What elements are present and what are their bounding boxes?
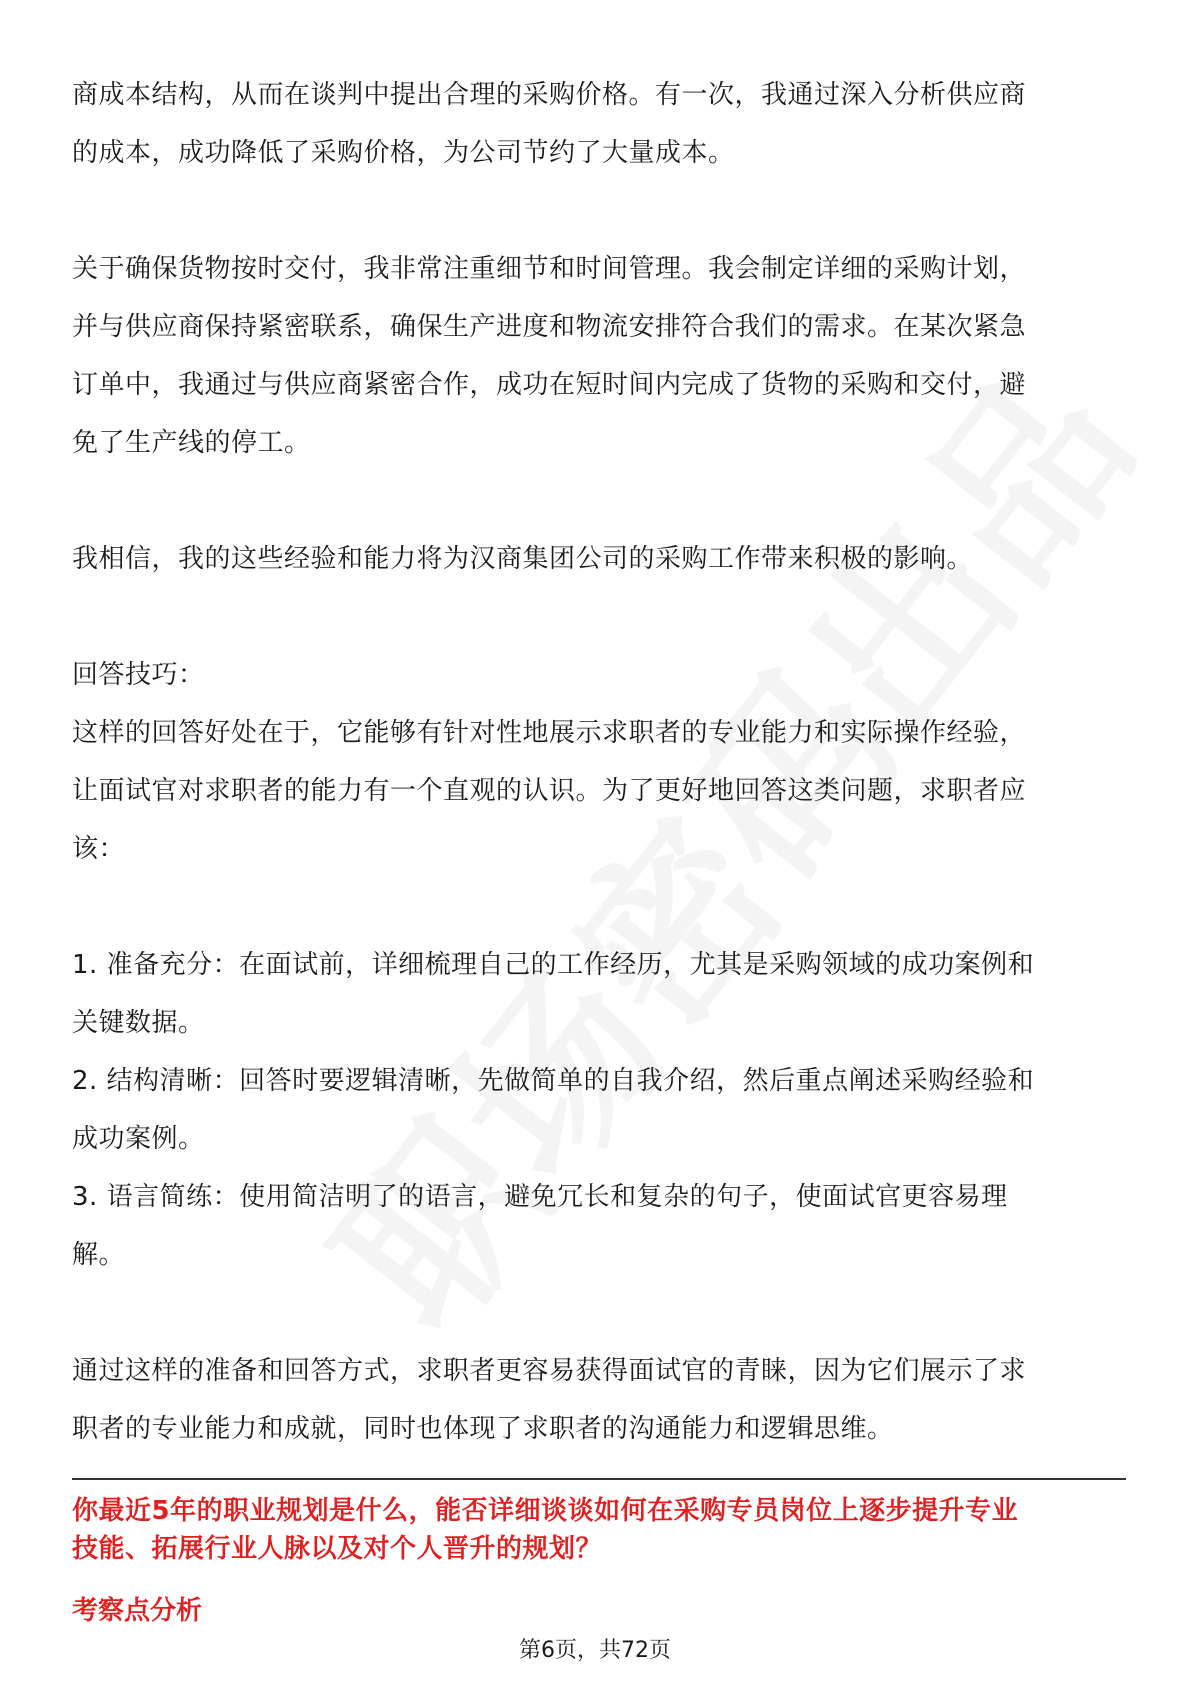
tips-heading: 回答技巧： (72, 660, 205, 690)
paragraph-line: 商成本结构，从而在谈判中提出合理的采购价格。有一次，我通过深入分析供应商 (72, 80, 1027, 110)
paragraph-line: 并与供应商保持紧密联系，确保生产进度和物流安排符合我们的需求。在某次紧急 (72, 312, 1027, 342)
body-content (72, 66, 1122, 1458)
question-line: 你最近5年的职业规划是什么，能否详细谈谈如何在采购专员岗位上逐步提升专业 (72, 1496, 1019, 1526)
paragraph-line: 免了生产线的停工。 (72, 428, 311, 458)
list-item-continuation: 成功案例。 (72, 1124, 205, 1154)
paragraph-line: 的成本，成功降低了采购价格，为公司节约了大量成本。 (72, 138, 735, 168)
list-item: 2. 结构清晰：回答时要逻辑清晰，先做简单的自我介绍，然后重点阐述采购经验和 (72, 1066, 1035, 1096)
list-item-continuation: 关键数据。 (72, 1008, 205, 1038)
paragraph-line: 订单中，我通过与供应商紧密合作，成功在短时间内完成了货物的采购和交付，避 (72, 370, 1027, 400)
interview-question (72, 1492, 1126, 1568)
list-item: 3. 语言简练：使用简洁明了的语言，避免冗长和复杂的句子，使面试官更容易理 (72, 1182, 1008, 1212)
paragraph-line: 让面试官对求职者的能力有一个直观的认识。为了更好地回答这类问题，求职者应 (72, 776, 1027, 806)
paragraph-line: 职者的专业能力和成就，同时也体现了求职者的沟通能力和逻辑思维。 (72, 1414, 894, 1444)
paragraph-line: 这样的回答好处在于，它能够有针对性地展示求职者的专业能力和实际操作经验， (72, 718, 1027, 748)
paragraph-line: 关于确保货物按时交付，我非常注重细节和时间管理。我会制定详细的采购计划， (72, 254, 1027, 284)
paragraph-line: 我相信，我的这些经验和能力将为汉商集团公司的采购工作带来积极的影响。 (72, 544, 974, 574)
question-line: 技能、拓展行业人脉以及对个人晋升的规划？ (72, 1534, 603, 1564)
paragraph-line: 该： (72, 834, 126, 864)
section-divider (72, 1478, 1126, 1480)
section-title: 考察点分析 (72, 1596, 203, 1626)
list-item-continuation: 解。 (72, 1240, 126, 1270)
list-item: 1. 准备充分：在面试前，详细梳理自己的工作经历，尤其是采购领域的成功案例和 (72, 950, 1035, 980)
paragraph-line: 通过这样的准备和回答方式，求职者更容易获得面试官的青睐，因为它们展示了求 (72, 1356, 1027, 1386)
page-number-footer: 第6页，共72页 (519, 1638, 671, 1663)
